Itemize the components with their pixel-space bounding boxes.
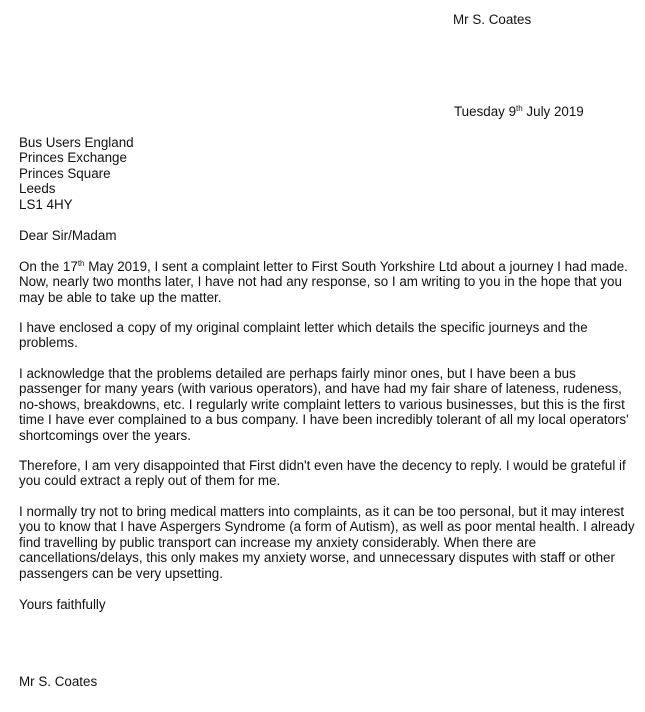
paragraph-1-rest: May 2019, I sent a complaint letter to First South Yorkshire Ltd about a journey I had made. Now, nearly two months later, I have not had any response, so I am writing to you in the hope that you may be able to take up the matter. (19, 259, 628, 305)
address-line-street: Princes Square (19, 165, 111, 181)
date-day: Tuesday 9 (454, 104, 517, 119)
paragraph-1-start: On the 17 (19, 259, 78, 274)
address-line-building: Princes Exchange (19, 150, 127, 166)
paragraph-acknowledgement: I acknowledge that the problems detailed are perhaps fairly minor ones, but I have been a bus passenger for many years (with various operators), and have had my fair share of lateness, rudeness, no-shows, breakdowns, etc. I regularly write complaint letters to various businesses, but this is the first time I have ever complained to a bus company. I have been incredibly tolerant of all my local operators' shortcomings over the years. (19, 366, 629, 443)
letter-date (454, 104, 584, 119)
paragraph-medical-context: I normally try not to bring medical matters into complaints, as it can be too personal, but it may interest you to know that I have Aspergers Syndrome (a form of Autism), as well as poor mental health. I already find travelling by public transport can increase my anxiety considerably. When there are cancellations/delays, this only makes my anxiety worse, and unnecessary disputes with staff or other passengers can be very upsetting. (19, 504, 635, 581)
salutation: Dear Sir/Madam (19, 228, 117, 243)
recipient-address (19, 135, 134, 212)
paragraph-disappointment: Therefore, I am very disappointed that First didn't even have the decency to reply. I would be grateful if you could extract a reply out of them for me. (19, 458, 626, 489)
address-line-city: Leeds (19, 181, 56, 197)
signature-name: Mr S. Coates (19, 674, 98, 689)
date-month-year: July 2019 (522, 104, 584, 119)
closing: Yours faithfully (19, 597, 106, 612)
paragraph-complaint-sent (19, 259, 639, 305)
sender-name: Mr S. Coates (453, 12, 532, 27)
date-day-suffix: th (516, 104, 523, 113)
paragraph-enclosure: I have enclosed a copy of my original complaint letter which details the specific journeys and the problems. (19, 320, 588, 351)
address-line-postcode: LS1 4HY (19, 196, 73, 212)
address-line-organisation: Bus Users England (19, 135, 134, 150)
paragraph-1-date-suffix: th (77, 259, 85, 268)
